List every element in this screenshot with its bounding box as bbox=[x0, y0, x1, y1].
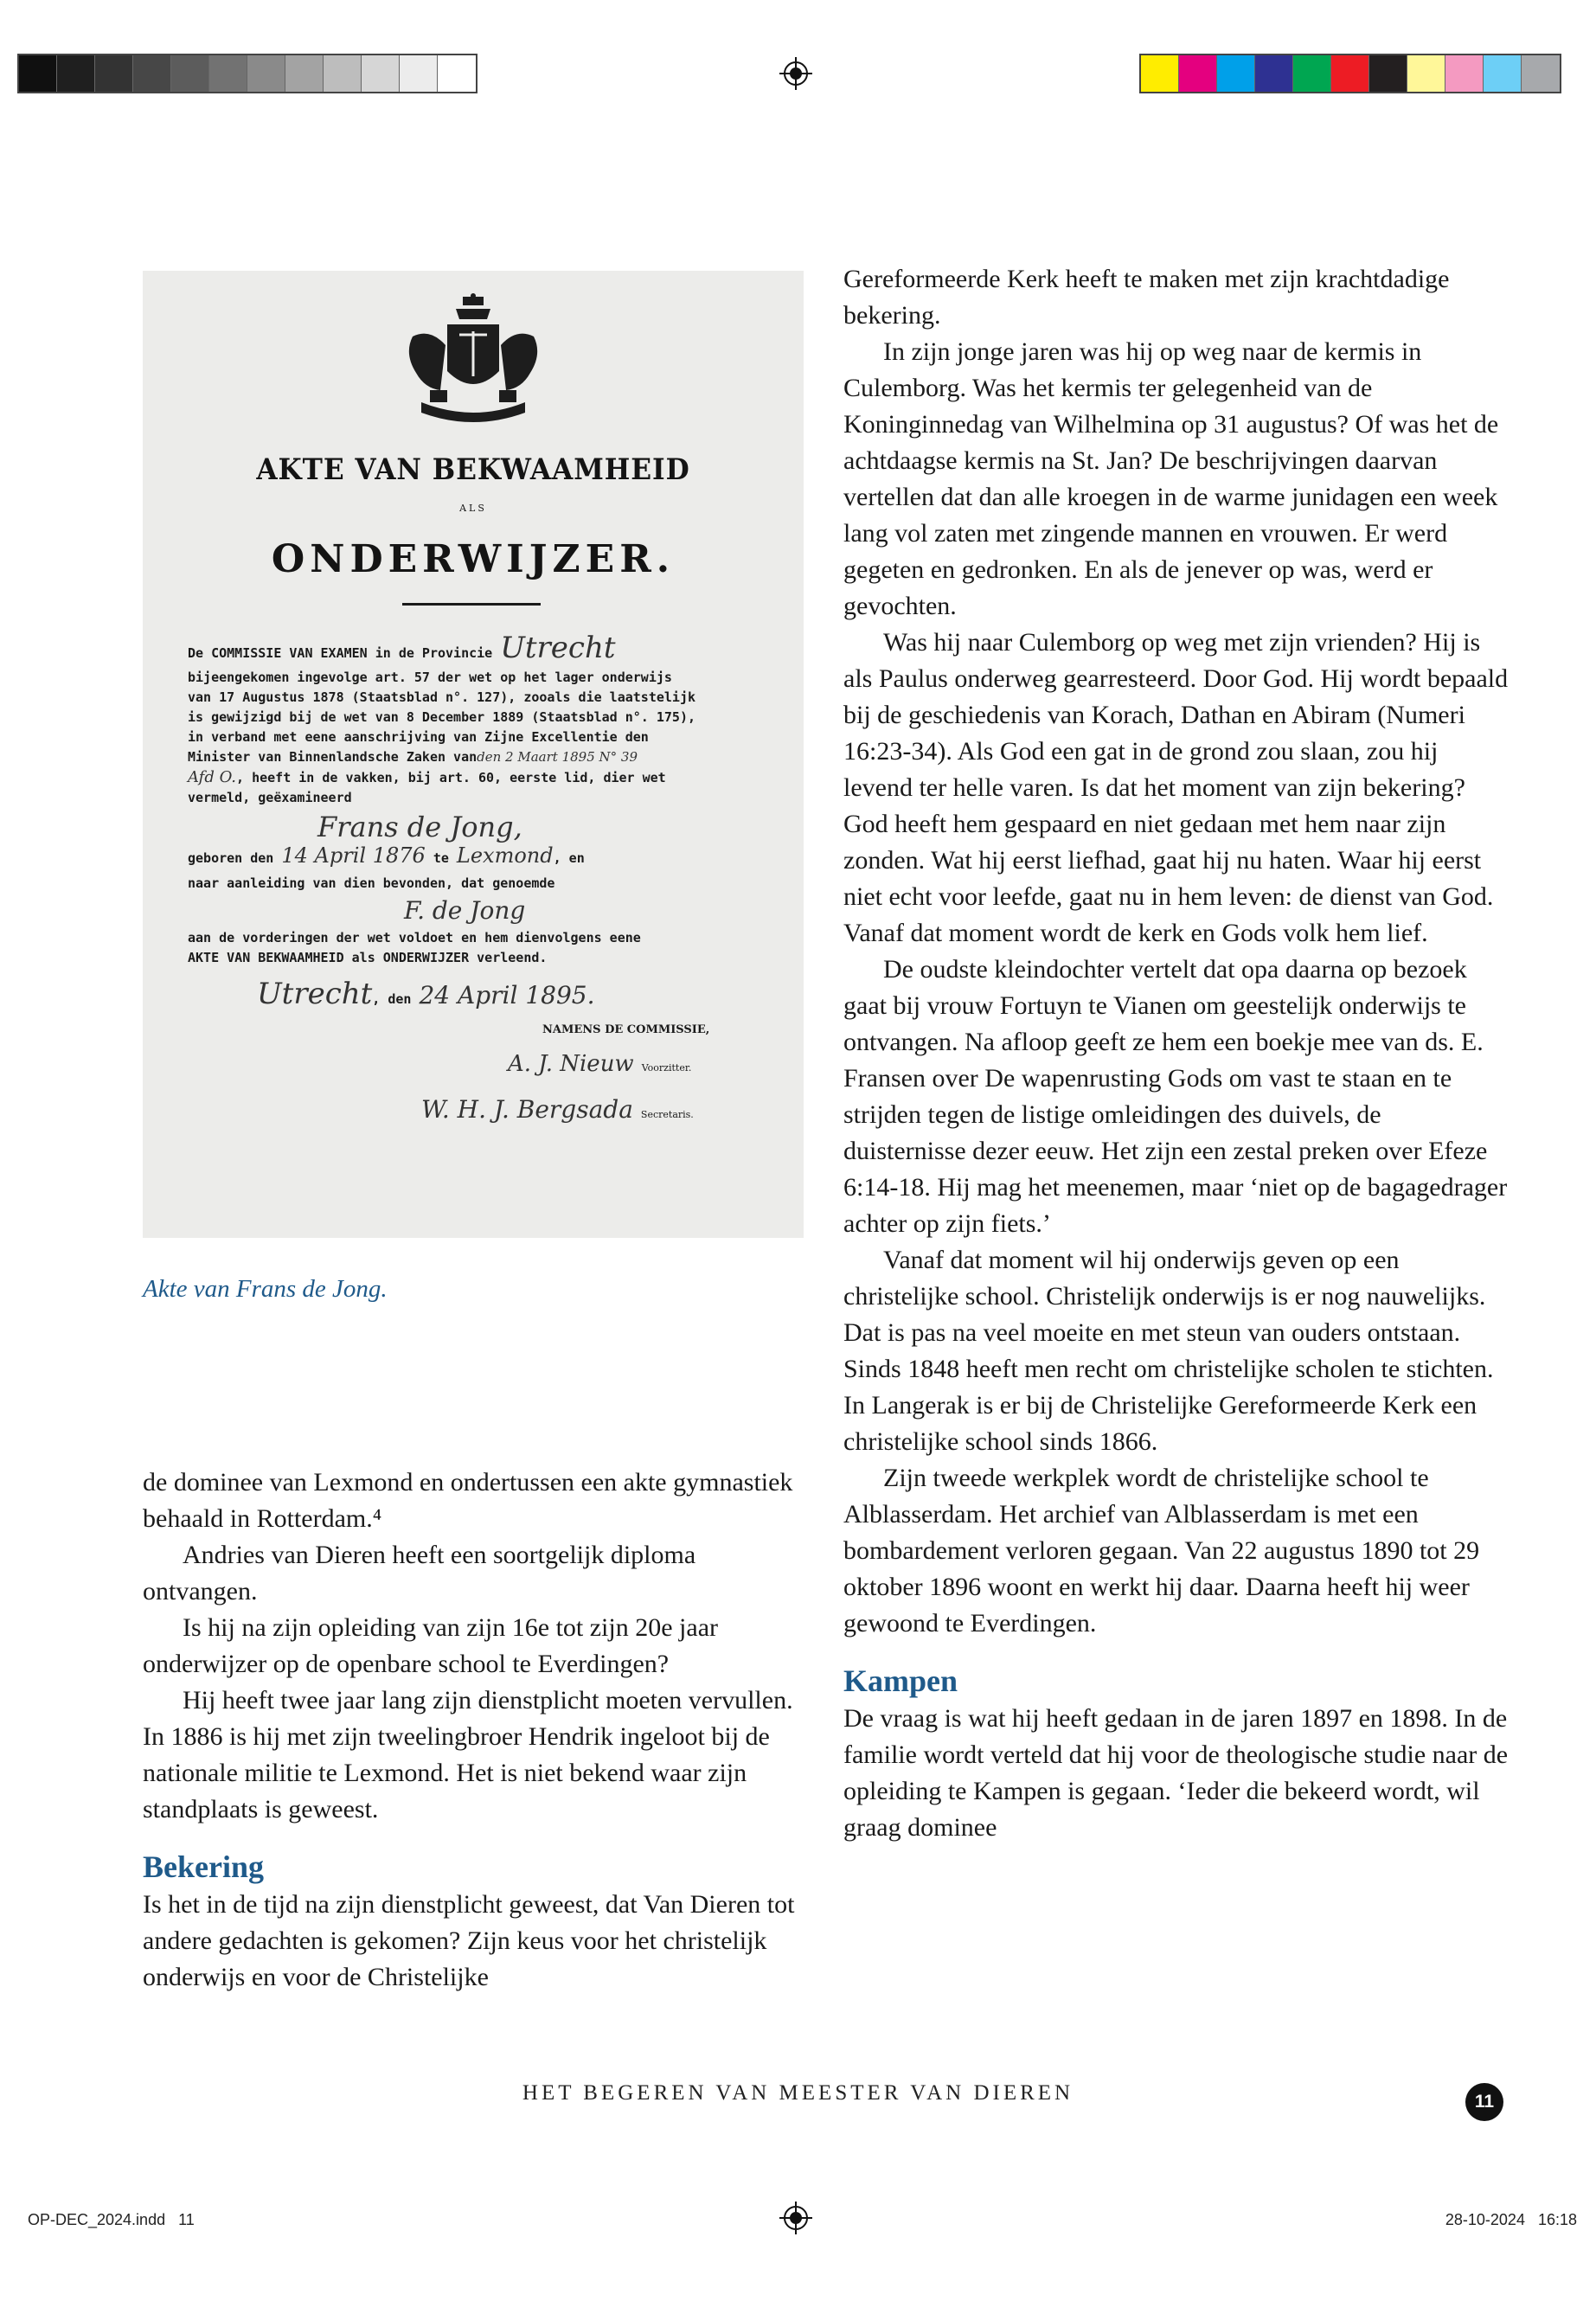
gray-swatch bbox=[247, 55, 285, 92]
document-handwriting: Utrecht bbox=[500, 631, 616, 665]
gray-swatch bbox=[324, 55, 362, 92]
document-line: geboren den bbox=[188, 850, 274, 866]
document-handwriting: Afd O. bbox=[188, 768, 237, 786]
gray-swatch bbox=[133, 55, 171, 92]
running-title: HET BEGEREN VAN MEESTER VAN DIEREN bbox=[522, 2081, 1074, 2105]
gray-swatch bbox=[438, 55, 476, 92]
paragraph: Was hij naar Culemborg op weg met zijn vrienden? Hij is als Paulus onderweg gearresteerd. Door God. Hij wordt bepaald bij de geschiedenis van Korach, Dathan en Abiram (Numeri 16:23-34). Als God een gat in de grond zou slaan, zou hij levend ter helle varen. Is dat het moment van zijn bekering? God heeft hem gespaard en niet gedaan met hem naar zijn zonden. Wat hij eerst liefhad, gaat hij nu haten. Waar hij eerst niet echt voor leefde, gaat nu in hem leven: de dienst van God. Vanaf dat moment wordt de kerk en Gods volk hem lief. bbox=[843, 628, 1509, 947]
color-swatch bbox=[1141, 55, 1179, 92]
slug-file-info: OP-DEC_2024.indd 11 bbox=[28, 2211, 195, 2228]
document-line: bijeengekomen ingevolge art. 57 der wet op het lager onderwijs bbox=[188, 670, 672, 685]
document-line: is gewijzigd bij de wet van 8 December 1889 (Staatsblad n°. 175), bbox=[188, 709, 695, 725]
paragraph: Hij heeft twee jaar lang zijn dienstplicht moeten vervullen. In 1886 is hij met zijn tweelingbroer Hendrik ingeloot bij de nationale militie te Lexmond. Het is niet bekend waar zijn standplaats is geweest. bbox=[143, 1686, 793, 1823]
document-handwriting: Utrecht bbox=[257, 977, 373, 1011]
document-body bbox=[188, 631, 767, 1131]
section-heading: Kampen bbox=[843, 1663, 958, 1698]
color-swatch bbox=[1217, 55, 1255, 92]
color-swatch bbox=[1179, 55, 1217, 92]
right-column bbox=[843, 261, 1509, 1846]
certificate-image bbox=[143, 271, 804, 1238]
gray-swatch bbox=[209, 55, 247, 92]
paragraph: Is hij na zijn opleiding van zijn 16e tot zijn 20e jaar onderwijzer op de openbare school te Everdingen? bbox=[143, 1613, 718, 1678]
paragraph: Andries van Dieren heeft een soortgelijk diploma ontvangen. bbox=[143, 1541, 696, 1606]
document-handwriting: F. de Jong bbox=[404, 896, 526, 925]
document-subtitle: ONDERWIJZER. bbox=[271, 537, 676, 581]
document-handwriting: 14 April 1876 bbox=[281, 843, 426, 868]
document-line: AKTE VAN BEKWAAMHEID als ONDERWIJZER verleend. bbox=[188, 950, 548, 965]
document-line: naar aanleiding van dien bevonden, dat genoemde bbox=[188, 875, 555, 891]
document-line: aan de vorderingen der wet voldoet en hem dienvolgens eene bbox=[188, 930, 641, 945]
paragraph: In zijn jonge jaren was hij op weg naar de kermis in Culemborg. Was het kermis ter gelegenheid van de Koninginnedag van Wilhelmina op 31 augustus? Of was het de achtdaagse kermis na St. Jan? De beschrijvingen daarvan vertellen dat dan alle kroegen in de warme junidagen een week lang vol zaten met zingende mannen en vrouwen. Er werd gegeten en gedronken. En als de jenever op was, werd er gevochten. bbox=[843, 337, 1499, 620]
document-handwriting: Lexmond bbox=[456, 843, 554, 868]
gray-color-bar bbox=[17, 54, 478, 93]
document-line: , heeft in de vakken, bij art. 60, eerste lid, dier wet bbox=[236, 770, 666, 785]
color-swatch bbox=[1484, 55, 1522, 92]
color-swatch bbox=[1407, 55, 1445, 92]
color-swatch bbox=[1369, 55, 1407, 92]
document-line: van 17 Augustus 1878 (Staatsblad n°. 127), zooals die laatstelijk bbox=[188, 689, 695, 705]
royal-coat-of-arms-icon bbox=[387, 293, 560, 432]
gray-swatch bbox=[19, 55, 57, 92]
gray-swatch bbox=[171, 55, 209, 92]
document-line: Minister van Binnenlandsche Zaken van bbox=[188, 749, 478, 765]
document-handwriting: den 2 Maart 1895 N° 39 bbox=[477, 749, 638, 765]
document-title: AKTE VAN BEKWAAMHEID bbox=[256, 452, 690, 487]
signature-chairman: A. J. Nieuw bbox=[508, 1051, 634, 1077]
paragraph: De oudste kleindochter vertelt dat opa daarna op bezoek gaat bij vrouw Fortuyn te Vianen om geestelijk onderwijs te ontvangen. Na afloop geeft ze hem een boekje mee van ds. E. Fransen over De wapenrusting Gods om vast te staan en te strijden tegen de listige omleidingen des duivels, de duisternisse dezer eeuw. Het zijn een zestal preken over Efeze 6:14-18. Hij mag het meenemen, maar ‘niet op de bagagedrager achter op zijn fiets.’ bbox=[843, 955, 1508, 1238]
color-swatch bbox=[1293, 55, 1331, 92]
document-line: Voorzitter. bbox=[641, 1062, 692, 1074]
document-line: De COMMISSIE VAN EXAMEN in de Provincie bbox=[188, 645, 493, 661]
color-swatch bbox=[1331, 55, 1369, 92]
figure-caption: Akte van Frans de Jong. bbox=[143, 1275, 388, 1303]
color-swatch bbox=[1255, 55, 1293, 92]
document-line: , en bbox=[553, 850, 585, 866]
gray-swatch bbox=[95, 55, 133, 92]
document-handwriting: Frans de Jong, bbox=[317, 811, 522, 843]
gray-swatch bbox=[285, 55, 324, 92]
document-handwriting: 24 April 1895. bbox=[419, 981, 595, 1009]
signature-secretary: W. H. J. Bergsada bbox=[421, 1095, 633, 1124]
document-als: ALS bbox=[459, 503, 487, 514]
left-column bbox=[143, 1465, 796, 1996]
document-line: te bbox=[433, 850, 449, 866]
gray-swatch bbox=[400, 55, 438, 92]
paragraph: Zijn tweede werkplek wordt de christelijke school te Alblasserdam. Het archief van Alblasserdam is met een bombardement verloren gegaan. Van 22 augustus 1890 tot 29 oktober 1896 woont en werkt hij daar. Daarna heeft hij weer gewoond te Everdingen. bbox=[843, 1464, 1480, 1638]
document-line: , den bbox=[372, 991, 412, 1007]
color-swatch bbox=[1522, 55, 1560, 92]
color-swatch bbox=[1445, 55, 1484, 92]
paragraph: Is het in de tijd na zijn dienstplicht geweest, dat Van Dieren tot andere gedachten is gekomen? Zijn keus voor het christelijk onderwijs en voor de Christelijke bbox=[143, 1890, 795, 1991]
gray-swatch bbox=[362, 55, 400, 92]
registration-mark-icon bbox=[779, 2202, 812, 2234]
section-heading: Bekering bbox=[143, 1849, 264, 1884]
document-line: Secretaris. bbox=[640, 1109, 694, 1120]
document-line: in verband met eene aanschrijving van Zijne Excellentie den bbox=[188, 729, 649, 745]
process-color-bar bbox=[1139, 54, 1561, 93]
paragraph: De vraag is wat hij heeft gedaan in de jaren 1897 en 1898. In de familie wordt verteld dat hij voor de theologische studie naar de opleiding te Kampen is gegaan. ‘Ieder die bekeerd wordt, wil graag dominee bbox=[843, 1704, 1509, 1842]
paragraph: de dominee van Lexmond en ondertussen een akte gymnastiek behaald in Rotterdam.⁴ bbox=[143, 1468, 793, 1533]
page-number: 11 bbox=[1465, 2083, 1503, 2121]
registration-mark-icon bbox=[779, 57, 812, 90]
document-divider bbox=[402, 603, 541, 606]
slug-date-time: 28-10-2024 16:18 bbox=[1445, 2211, 1577, 2228]
document-line: NAMENS DE COMMISSIE, bbox=[542, 1023, 710, 1036]
gray-swatch bbox=[57, 55, 95, 92]
document-line: vermeld, geëxamineerd bbox=[188, 790, 352, 805]
paragraph: Vanaf dat moment wil hij onderwijs geven op een christelijke school. Christelijk onderwijs is er nog nauwelijks. Dat is pas na veel moeite en met steun van ouders ontstaan. Sinds 1848 heeft men recht om christelijke scholen te stichten. In Langerak is er bij de Christelijke Gereformeerde Kerk een christelijke school sinds 1866. bbox=[843, 1246, 1494, 1456]
paragraph: Gereformeerde Kerk heeft te maken met zijn krachtdadige bekering. bbox=[843, 265, 1450, 330]
